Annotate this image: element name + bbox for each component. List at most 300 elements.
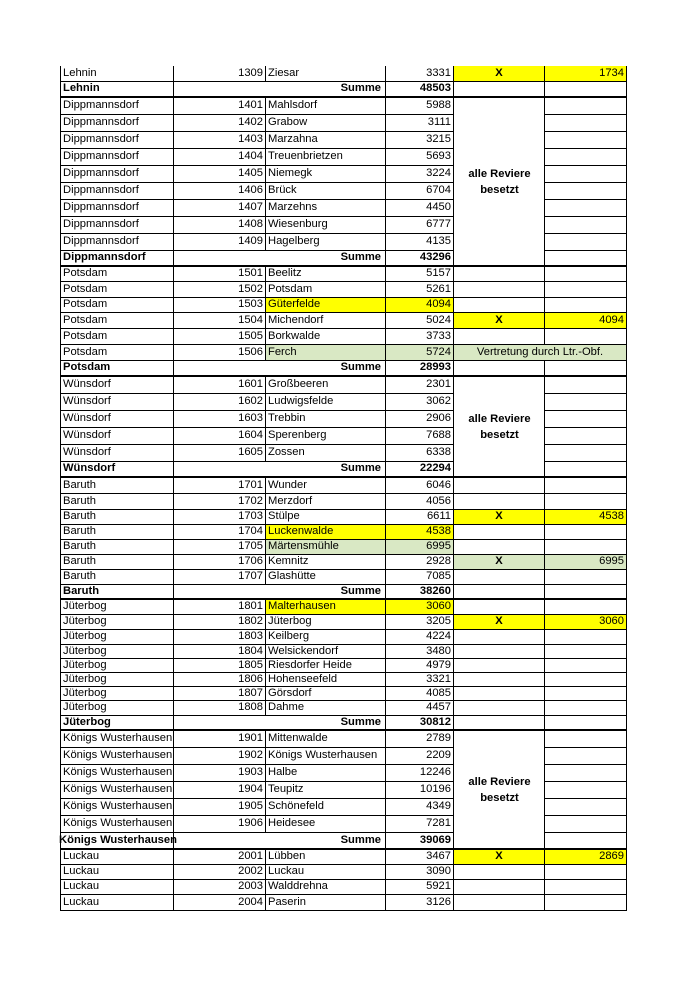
value-cell[interactable] — [545, 411, 627, 428]
value-cell[interactable] — [545, 115, 627, 132]
area-value-cell[interactable]: 4056 — [386, 494, 454, 510]
area-value-cell[interactable]: 2209 — [386, 748, 454, 765]
district-name-cell[interactable]: Königs Wusterhausen — [266, 748, 386, 765]
area-value-cell[interactable]: 2789 — [386, 731, 454, 748]
district-number-cell[interactable]: 1604 — [174, 428, 266, 445]
transfer-value-cell[interactable] — [545, 865, 627, 880]
forestry-office-cell[interactable]: Königs Wusterhausen — [60, 731, 174, 748]
forestry-office-cell[interactable]: Luckau — [60, 850, 174, 865]
forestry-office-cell[interactable]: Baruth — [60, 478, 174, 494]
value-cell[interactable] — [545, 816, 627, 833]
transfer-value-cell[interactable] — [545, 570, 627, 585]
number-cell[interactable] — [174, 361, 266, 377]
transfer-value-cell[interactable]: 1734 — [545, 66, 627, 82]
district-number-cell[interactable]: 1405 — [174, 166, 266, 183]
area-value-cell[interactable]: 3126 — [386, 895, 454, 911]
district-number-cell[interactable]: 1501 — [174, 267, 266, 282]
district-name-cell[interactable]: Luckenwalde — [266, 525, 386, 540]
district-name-cell[interactable]: Walddrehna — [266, 880, 386, 895]
sum-label-cell[interactable]: Summe — [266, 82, 386, 98]
district-number-cell[interactable]: 1309 — [174, 66, 266, 82]
marker-cell[interactable] — [454, 540, 545, 555]
forestry-office-cell[interactable]: Königs Wusterhausen — [60, 748, 174, 765]
district-name-cell[interactable]: Keilberg — [266, 630, 386, 645]
area-value-cell[interactable]: 4979 — [386, 659, 454, 673]
district-number-cell[interactable]: 1601 — [174, 377, 266, 394]
marker-cell[interactable] — [454, 570, 545, 585]
district-number-cell[interactable]: 1703 — [174, 510, 266, 525]
district-name-cell[interactable]: Teupitz — [266, 782, 386, 799]
sum-label-cell[interactable]: Summe — [266, 833, 386, 850]
district-name-cell[interactable]: Paserin — [266, 895, 386, 911]
number-cell[interactable] — [174, 585, 266, 600]
area-value-cell[interactable]: 3060 — [386, 600, 454, 615]
sum-value-cell[interactable]: 30812 — [386, 716, 454, 731]
district-name-cell[interactable]: Trebbin — [266, 411, 386, 428]
district-name-cell[interactable]: Merzdorf — [266, 494, 386, 510]
area-value-cell[interactable]: 2928 — [386, 555, 454, 570]
forestry-office-cell[interactable]: Potsdam — [60, 329, 174, 345]
forestry-office-cell[interactable]: Königs Wusterhausen — [60, 799, 174, 816]
transfer-value-cell[interactable] — [545, 494, 627, 510]
value-cell[interactable] — [545, 833, 627, 850]
marker-cell[interactable] — [454, 478, 545, 494]
district-number-cell[interactable]: 1807 — [174, 687, 266, 701]
forestry-office-cell[interactable]: Wünsdorf — [60, 428, 174, 445]
forestry-office-cell[interactable]: Jüterbog — [60, 716, 174, 731]
transfer-value-cell[interactable] — [545, 282, 627, 298]
district-number-cell[interactable]: 2002 — [174, 865, 266, 880]
transfer-value-cell[interactable] — [545, 701, 627, 716]
district-name-cell[interactable]: Sperenberg — [266, 428, 386, 445]
district-name-cell[interactable]: Ferch — [266, 345, 386, 361]
district-number-cell[interactable]: 1903 — [174, 765, 266, 782]
district-name-cell[interactable]: Hagelberg — [266, 234, 386, 251]
area-value-cell[interactable]: 3321 — [386, 673, 454, 687]
marker-cell[interactable]: X — [454, 850, 545, 865]
forestry-office-cell[interactable]: Potsdam — [60, 313, 174, 329]
district-name-cell[interactable]: Großbeeren — [266, 377, 386, 394]
transfer-value-cell[interactable] — [545, 540, 627, 555]
value-cell[interactable] — [545, 200, 627, 217]
number-cell[interactable] — [174, 251, 266, 267]
area-value-cell[interactable]: 4349 — [386, 799, 454, 816]
value-cell[interactable] — [545, 183, 627, 200]
district-name-cell[interactable]: Welsickendorf — [266, 645, 386, 659]
district-number-cell[interactable]: 1802 — [174, 615, 266, 630]
transfer-value-cell[interactable] — [545, 659, 627, 673]
district-number-cell[interactable]: 1701 — [174, 478, 266, 494]
marker-cell[interactable] — [454, 659, 545, 673]
area-value-cell[interactable]: 3215 — [386, 132, 454, 149]
area-value-cell[interactable]: 3480 — [386, 645, 454, 659]
forestry-office-cell[interactable]: Jüterbog — [60, 687, 174, 701]
forestry-office-cell[interactable]: Jüterbog — [60, 615, 174, 630]
area-value-cell[interactable]: 12246 — [386, 765, 454, 782]
transfer-value-cell[interactable] — [545, 645, 627, 659]
district-name-cell[interactable]: Malterhausen — [266, 600, 386, 615]
area-value-cell[interactable]: 3733 — [386, 329, 454, 345]
value-cell[interactable] — [545, 445, 627, 462]
forestry-office-cell[interactable]: Wünsdorf — [60, 377, 174, 394]
transfer-value-cell[interactable] — [545, 895, 627, 911]
marker-cell[interactable]: X — [454, 615, 545, 630]
forestry-office-cell[interactable]: Dippmannsdorf — [60, 183, 174, 200]
district-name-cell[interactable]: Kemnitz — [266, 555, 386, 570]
forestry-office-cell[interactable]: Potsdam — [60, 267, 174, 282]
table-row — [60, 880, 627, 895]
marker-cell[interactable]: X — [454, 66, 545, 82]
area-value-cell[interactable]: 5921 — [386, 880, 454, 895]
table-row — [60, 895, 627, 911]
district-number-cell[interactable]: 1506 — [174, 345, 266, 361]
forestry-office-cell[interactable]: Wünsdorf — [60, 462, 174, 478]
district-number-cell[interactable]: 1808 — [174, 701, 266, 716]
forestry-office-cell[interactable]: Lehnin — [60, 66, 174, 82]
forestry-office-cell[interactable]: Baruth — [60, 510, 174, 525]
district-name-cell[interactable]: Luckau — [266, 865, 386, 880]
area-value-cell[interactable]: 5261 — [386, 282, 454, 298]
marker-cell[interactable] — [454, 865, 545, 880]
district-number-cell[interactable]: 1704 — [174, 525, 266, 540]
marker-cell[interactable] — [454, 267, 545, 282]
area-value-cell[interactable]: 3090 — [386, 865, 454, 880]
sum-value-cell[interactable]: 22294 — [386, 462, 454, 478]
area-value-cell[interactable]: 5157 — [386, 267, 454, 282]
forestry-office-cell[interactable]: Dippmannsdorf — [60, 132, 174, 149]
district-name-cell[interactable]: Zossen — [266, 445, 386, 462]
transfer-value-cell[interactable] — [545, 585, 627, 600]
area-value-cell[interactable]: 4085 — [386, 687, 454, 701]
district-number-cell[interactable]: 1801 — [174, 600, 266, 615]
area-value-cell[interactable]: 3111 — [386, 115, 454, 132]
marker-cell[interactable] — [454, 494, 545, 510]
value-cell[interactable] — [545, 765, 627, 782]
district-number-cell[interactable]: 1602 — [174, 394, 266, 411]
district-name-cell[interactable]: Ludwigsfelde — [266, 394, 386, 411]
district-number-cell[interactable]: 1707 — [174, 570, 266, 585]
area-value-cell[interactable]: 3224 — [386, 166, 454, 183]
forestry-office-cell[interactable]: Jüterbog — [60, 645, 174, 659]
sum-value-cell[interactable]: 38260 — [386, 585, 454, 600]
marker-cell[interactable] — [454, 701, 545, 716]
district-number-cell[interactable]: 1505 — [174, 329, 266, 345]
marker-cell[interactable] — [454, 630, 545, 645]
district-name-cell[interactable]: Halbe — [266, 765, 386, 782]
forestry-office-cell[interactable]: Baruth — [60, 494, 174, 510]
district-number-cell[interactable]: 2004 — [174, 895, 266, 911]
forestry-office-cell[interactable]: Dippmannsdorf — [60, 200, 174, 217]
forestry-office-cell[interactable]: Königs Wusterhausen — [60, 782, 174, 799]
sum-label-cell[interactable]: Summe — [266, 585, 386, 600]
district-name-cell[interactable]: Wunder — [266, 478, 386, 494]
marker-cell[interactable] — [454, 600, 545, 615]
district-name-cell[interactable]: Heidesee — [266, 816, 386, 833]
area-value-cell[interactable]: 4538 — [386, 525, 454, 540]
district-number-cell[interactable]: 2003 — [174, 880, 266, 895]
forestry-office-cell[interactable]: Wünsdorf — [60, 394, 174, 411]
area-value-cell[interactable]: 6995 — [386, 540, 454, 555]
value-cell[interactable] — [545, 149, 627, 166]
marker-cell[interactable] — [454, 895, 545, 911]
area-value-cell[interactable]: 3331 — [386, 66, 454, 82]
value-cell[interactable] — [545, 428, 627, 445]
district-number-cell[interactable]: 1905 — [174, 799, 266, 816]
forestry-office-cell[interactable]: Baruth — [60, 585, 174, 600]
district-number-cell[interactable]: 1407 — [174, 200, 266, 217]
district-name-cell[interactable]: Marzehns — [266, 200, 386, 217]
area-value-cell[interactable]: 4135 — [386, 234, 454, 251]
district-name-cell[interactable]: Potsdam — [266, 282, 386, 298]
marker-cell[interactable] — [454, 298, 545, 313]
table-summary-row — [60, 585, 627, 600]
marker-cell[interactable] — [454, 880, 545, 895]
number-cell[interactable] — [174, 833, 266, 850]
value-cell[interactable] — [545, 166, 627, 183]
sum-label-cell[interactable]: Summe — [266, 251, 386, 267]
transfer-value-cell[interactable] — [545, 673, 627, 687]
district-name-cell[interactable]: Glashütte — [266, 570, 386, 585]
transfer-value-cell[interactable] — [545, 716, 627, 731]
district-number-cell[interactable]: 1503 — [174, 298, 266, 313]
value-cell[interactable] — [545, 799, 627, 816]
sum-label-cell[interactable]: Summe — [266, 462, 386, 478]
forestry-office-cell[interactable]: Luckau — [60, 880, 174, 895]
forestry-office-cell[interactable]: Baruth — [60, 525, 174, 540]
forestry-office-cell[interactable]: Königs Wusterhausen — [60, 816, 174, 833]
district-name-cell[interactable]: Beelitz — [266, 267, 386, 282]
district-name-cell[interactable]: Riesdorfer Heide — [266, 659, 386, 673]
forestry-office-cell[interactable]: Dippmannsdorf — [60, 98, 174, 115]
value-cell[interactable] — [545, 377, 627, 394]
forestry-office-cell[interactable]: Königs Wusterhausen — [60, 833, 174, 850]
district-name-cell[interactable]: Borkwalde — [266, 329, 386, 345]
transfer-value-cell[interactable]: 2869 — [545, 850, 627, 865]
sum-value-cell[interactable]: 43296 — [386, 251, 454, 267]
marker-cell[interactable] — [454, 645, 545, 659]
forestry-office-cell[interactable]: Potsdam — [60, 361, 174, 377]
district-name-cell[interactable]: Görsdorf — [266, 687, 386, 701]
transfer-value-cell[interactable] — [545, 267, 627, 282]
transfer-value-cell[interactable] — [545, 687, 627, 701]
forestry-office-cell[interactable]: Dippmannsdorf — [60, 251, 174, 267]
area-value-cell[interactable]: 6338 — [386, 445, 454, 462]
district-number-cell[interactable]: 1402 — [174, 115, 266, 132]
district-number-cell[interactable]: 1705 — [174, 540, 266, 555]
area-value-cell[interactable]: 10196 — [386, 782, 454, 799]
forestry-office-cell[interactable]: Jüterbog — [60, 701, 174, 716]
district-name-cell[interactable]: Mahlsdorf — [266, 98, 386, 115]
transfer-value-cell[interactable]: 3060 — [545, 615, 627, 630]
forestry-office-cell[interactable]: Jüterbog — [60, 673, 174, 687]
value-cell[interactable] — [545, 782, 627, 799]
area-value-cell[interactable]: 6046 — [386, 478, 454, 494]
value-cell[interactable] — [545, 731, 627, 748]
district-number-cell[interactable]: 1403 — [174, 132, 266, 149]
district-number-cell[interactable]: 1605 — [174, 445, 266, 462]
forestry-office-cell[interactable]: Lehnin — [60, 82, 174, 98]
transfer-value-cell[interactable]: 6995 — [545, 555, 627, 570]
marker-cell[interactable] — [454, 673, 545, 687]
marker-cell[interactable] — [454, 716, 545, 731]
marker-cell[interactable] — [454, 361, 545, 377]
marker-cell[interactable]: X — [454, 555, 545, 570]
forestry-office-cell[interactable]: Dippmannsdorf — [60, 166, 174, 183]
sum-value-cell[interactable]: 48503 — [386, 82, 454, 98]
marker-cell[interactable] — [454, 82, 545, 98]
district-number-cell[interactable]: 1404 — [174, 149, 266, 166]
forestry-office-cell[interactable]: Königs Wusterhausen — [60, 765, 174, 782]
forestry-office-cell[interactable]: Dippmannsdorf — [60, 115, 174, 132]
forestry-office-cell[interactable]: Dippmannsdorf — [60, 234, 174, 251]
forestry-office-cell[interactable]: Jüterbog — [60, 659, 174, 673]
area-value-cell[interactable]: 5693 — [386, 149, 454, 166]
forestry-office-cell[interactable]: Potsdam — [60, 345, 174, 361]
area-value-cell[interactable]: 7281 — [386, 816, 454, 833]
transfer-value-cell[interactable] — [545, 478, 627, 494]
forestry-office-cell[interactable]: Baruth — [60, 570, 174, 585]
district-number-cell[interactable]: 2001 — [174, 850, 266, 865]
district-name-cell[interactable]: Niemegk — [266, 166, 386, 183]
value-cell[interactable] — [545, 234, 627, 251]
number-cell[interactable] — [174, 462, 266, 478]
district-number-cell[interactable]: 1408 — [174, 217, 266, 234]
value-cell[interactable] — [545, 394, 627, 411]
district-name-cell[interactable]: Lübben — [266, 850, 386, 865]
district-number-cell[interactable]: 1401 — [174, 98, 266, 115]
forestry-office-cell[interactable]: Dippmannsdorf — [60, 149, 174, 166]
transfer-value-cell[interactable] — [545, 600, 627, 615]
forestry-office-cell[interactable]: Wünsdorf — [60, 445, 174, 462]
marker-cell[interactable]: X — [454, 510, 545, 525]
district-name-cell[interactable]: Schönefeld — [266, 799, 386, 816]
transfer-value-cell[interactable] — [545, 329, 627, 345]
marker-cell[interactable] — [454, 585, 545, 600]
district-name-cell[interactable]: Dahme — [266, 701, 386, 716]
area-value-cell[interactable]: 6704 — [386, 183, 454, 200]
table-row — [60, 540, 627, 555]
transfer-value-cell[interactable] — [545, 880, 627, 895]
area-value-cell[interactable]: 3062 — [386, 394, 454, 411]
district-name-cell[interactable]: Marzahna — [266, 132, 386, 149]
forestry-office-cell[interactable]: Jüterbog — [60, 600, 174, 615]
transfer-value-cell[interactable] — [545, 525, 627, 540]
transfer-value-cell[interactable] — [545, 361, 627, 377]
area-value-cell[interactable]: 7688 — [386, 428, 454, 445]
forestry-office-cell[interactable]: Potsdam — [60, 282, 174, 298]
district-number-cell[interactable]: 1409 — [174, 234, 266, 251]
number-cell[interactable] — [174, 716, 266, 731]
value-cell[interactable] — [545, 98, 627, 115]
transfer-value-cell[interactable] — [545, 82, 627, 98]
forestry-office-cell[interactable]: Luckau — [60, 895, 174, 911]
area-value-cell[interactable]: 4450 — [386, 200, 454, 217]
number-cell[interactable] — [174, 82, 266, 98]
district-name-cell[interactable]: Mittenwalde — [266, 731, 386, 748]
district-number-cell[interactable]: 1901 — [174, 731, 266, 748]
value-cell[interactable] — [545, 132, 627, 149]
area-value-cell[interactable]: 3467 — [386, 850, 454, 865]
district-name-cell[interactable]: Jüterbog — [266, 615, 386, 630]
sum-value-cell[interactable]: 28993 — [386, 361, 454, 377]
district-name-cell[interactable]: Güterfelde — [266, 298, 386, 313]
district-name-cell[interactable]: Stülpe — [266, 510, 386, 525]
value-cell[interactable] — [545, 748, 627, 765]
district-number-cell[interactable]: 1906 — [174, 816, 266, 833]
table-row — [60, 615, 627, 630]
district-number-cell[interactable]: 1806 — [174, 673, 266, 687]
district-number-cell[interactable]: 1603 — [174, 411, 266, 428]
district-number-cell[interactable]: 1706 — [174, 555, 266, 570]
district-number-cell[interactable]: 1406 — [174, 183, 266, 200]
forestry-office-cell[interactable]: Luckau — [60, 865, 174, 880]
marker-cell[interactable]: X — [454, 313, 545, 329]
area-value-cell[interactable]: 2301 — [386, 377, 454, 394]
table-row — [60, 525, 627, 540]
transfer-value-cell[interactable]: 4538 — [545, 510, 627, 525]
district-number-cell[interactable]: 1702 — [174, 494, 266, 510]
transfer-value-cell[interactable] — [545, 298, 627, 313]
district-name-cell[interactable]: Märtensmühle — [266, 540, 386, 555]
transfer-value-cell[interactable]: 4094 — [545, 313, 627, 329]
district-number-cell[interactable]: 1502 — [174, 282, 266, 298]
area-value-cell[interactable]: 4224 — [386, 630, 454, 645]
area-value-cell[interactable]: 7085 — [386, 570, 454, 585]
district-name-cell[interactable]: Brück — [266, 183, 386, 200]
value-cell[interactable] — [545, 251, 627, 267]
table-row — [60, 850, 627, 865]
district-name-cell[interactable]: Grabow — [266, 115, 386, 132]
area-value-cell[interactable]: 6777 — [386, 217, 454, 234]
sum-value-cell[interactable]: 39069 — [386, 833, 454, 850]
forestry-office-cell[interactable]: Wünsdorf — [60, 411, 174, 428]
district-number-cell[interactable]: 1804 — [174, 645, 266, 659]
marker-cell[interactable] — [454, 329, 545, 345]
district-number-cell[interactable]: 1904 — [174, 782, 266, 799]
area-value-cell[interactable]: 2906 — [386, 411, 454, 428]
area-value-cell[interactable]: 6611 — [386, 510, 454, 525]
district-name-cell[interactable]: Wiesenburg — [266, 217, 386, 234]
district-number-cell[interactable]: 1803 — [174, 630, 266, 645]
value-cell[interactable] — [545, 462, 627, 478]
forestry-office-cell[interactable]: Baruth — [60, 540, 174, 555]
value-cell[interactable] — [545, 217, 627, 234]
area-value-cell[interactable]: 4094 — [386, 298, 454, 313]
district-number-cell[interactable]: 1504 — [174, 313, 266, 329]
area-value-cell[interactable]: 5024 — [386, 313, 454, 329]
district-name-cell[interactable]: Treuenbrietzen — [266, 149, 386, 166]
district-name-cell[interactable]: Michendorf — [266, 313, 386, 329]
marker-cell[interactable] — [454, 687, 545, 701]
marker-cell[interactable] — [454, 525, 545, 540]
sum-label-cell[interactable]: Summe — [266, 361, 386, 377]
forestry-office-cell[interactable]: Potsdam — [60, 298, 174, 313]
area-value-cell[interactable]: 3205 — [386, 615, 454, 630]
sum-label-cell[interactable]: Summe — [266, 716, 386, 731]
forestry-office-cell[interactable]: Jüterbog — [60, 630, 174, 645]
marker-cell[interactable] — [454, 282, 545, 298]
area-value-cell[interactable]: 5988 — [386, 98, 454, 115]
district-number-cell[interactable]: 1902 — [174, 748, 266, 765]
district-name-cell[interactable]: Hohenseefeld — [266, 673, 386, 687]
district-number-cell[interactable]: 1805 — [174, 659, 266, 673]
transfer-value-cell[interactable] — [545, 630, 627, 645]
area-value-cell[interactable]: 5724 — [386, 345, 454, 361]
district-name-cell[interactable]: Ziesar — [266, 66, 386, 82]
forestry-office-cell[interactable]: Dippmannsdorf — [60, 217, 174, 234]
forestry-office-cell[interactable]: Baruth — [60, 555, 174, 570]
area-value-cell[interactable]: 4457 — [386, 701, 454, 716]
